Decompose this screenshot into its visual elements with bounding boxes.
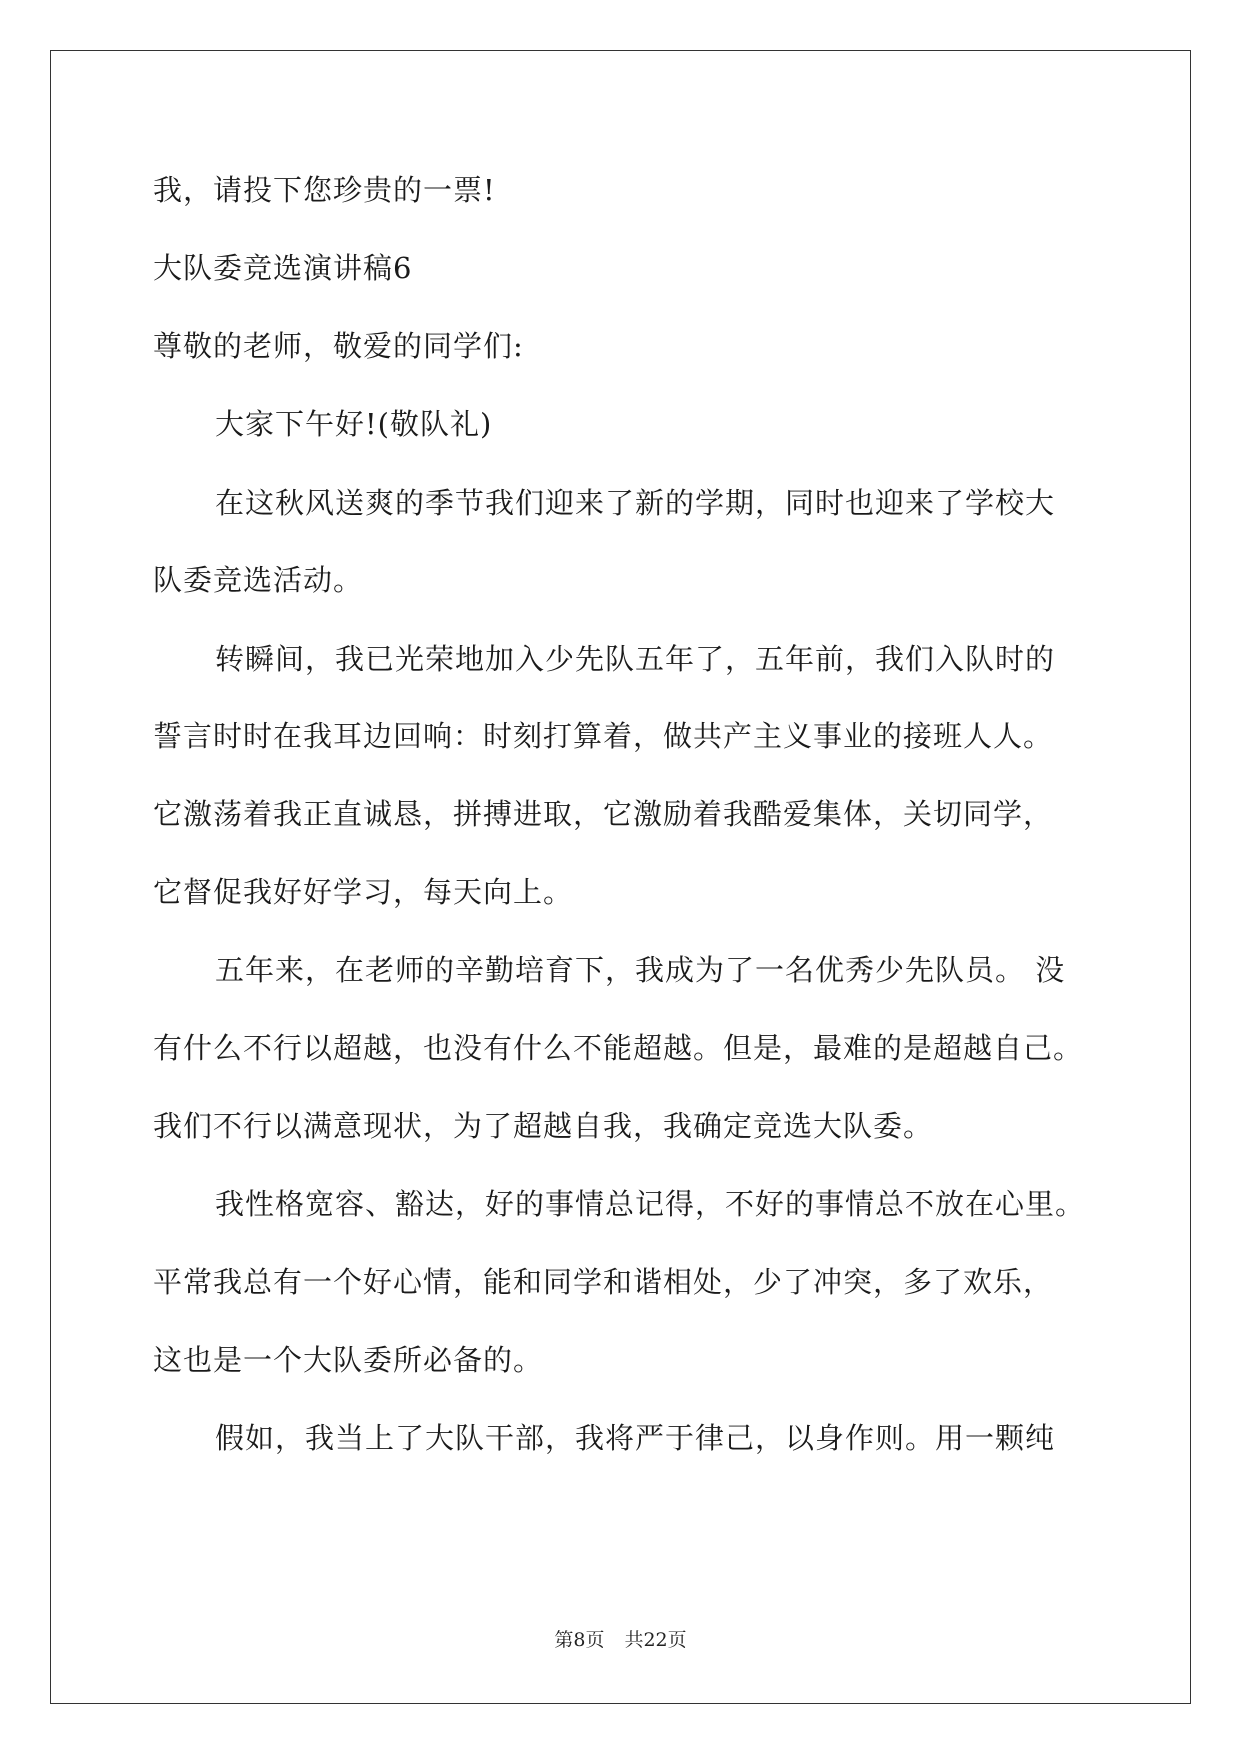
paragraph-line: 它督促我好好学习，每天向上。 (153, 875, 574, 909)
paragraph-line: 假如，我当上了大队干部，我将严于律己，以身作则。用一颗纯 (215, 1421, 1056, 1455)
paragraph-line: 在这秋风送爽的季节我们迎来了新的学期，同时也迎来了学校大 (215, 486, 1056, 520)
paragraph-line: 五年来，在老师的辛勤培育下，我成为了一名优秀少先队员。 没 (215, 953, 1066, 987)
page-footer (0, 1628, 1241, 1652)
paragraph-line: 队委竞选活动。 (153, 563, 364, 597)
greeting: 大家下午好!(敬队礼) (215, 407, 493, 441)
paragraph-line: 誓言时时在我耳边回响：时刻打算着，做共产主义事业的接班人人。 (153, 719, 1054, 753)
paragraph-line: 它激荡着我正直诚恳，拼搏进取，它激励着我酷爱集体，关切同学， (153, 797, 1054, 831)
paragraph-line: 平常我总有一个好心情，能和同学和谐相处，少了冲突，多了欢乐， (153, 1265, 1054, 1299)
salutation: 尊敬的老师，敬爱的同学们: (153, 329, 524, 363)
page-total: 共22页 (624, 1629, 687, 1651)
page-number: 第8页 (554, 1629, 605, 1651)
section-title: 大队委竞选演讲稿6 (153, 251, 413, 285)
paragraph-line: 有什么不行以超越，也没有什么不能超越。但是，最难的是超越自己。 (153, 1031, 1084, 1065)
paragraph-line: 我们不行以满意现状，为了超越自我，我确定竞选大队委。 (153, 1109, 934, 1143)
paragraph-line: 这也是一个大队委所必备的。 (153, 1343, 544, 1377)
text-line: 我，请投下您珍贵的一票! (153, 173, 496, 207)
paragraph-line: 转瞬间，我已光荣地加入少先队五年了，五年前，我们入队时的 (215, 642, 1056, 676)
paragraph-line: 我性格宽容、豁达，好的事情总记得，不好的事情总不放在心里。 (215, 1187, 1086, 1221)
